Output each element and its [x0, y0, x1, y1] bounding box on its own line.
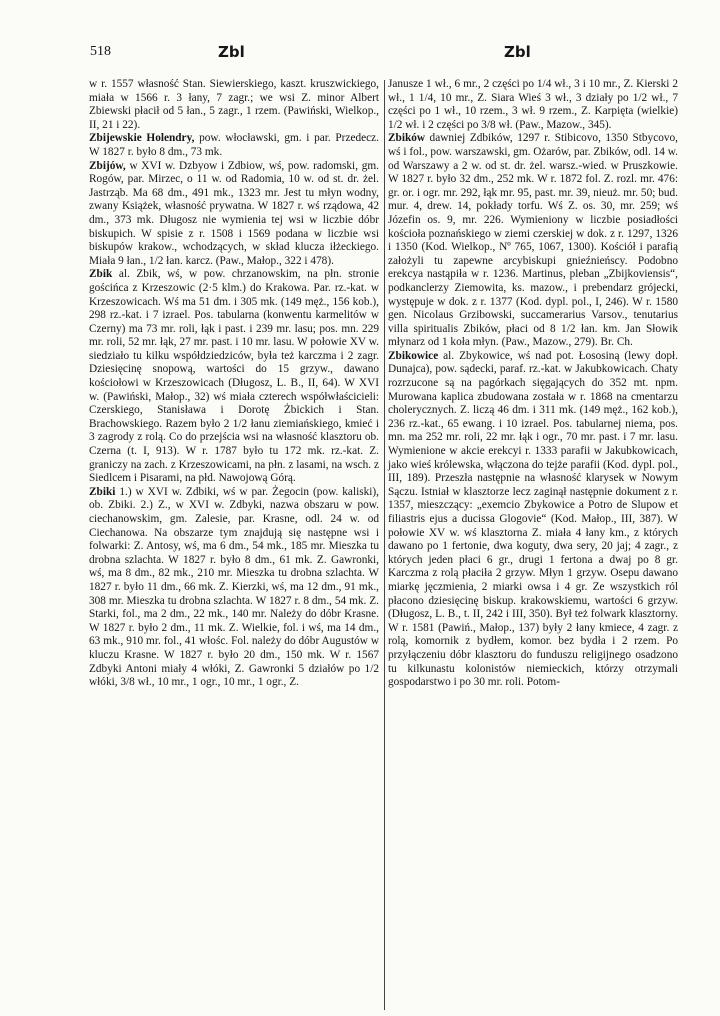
entry	[388, 132, 678, 350]
entry	[89, 132, 379, 159]
right-column	[388, 78, 678, 690]
entry	[89, 268, 379, 486]
entry	[388, 350, 678, 690]
entry-headword: Zbijewskie Holendry,	[89, 132, 195, 145]
entry	[89, 486, 379, 690]
entry-headword: Zbijów,	[89, 159, 126, 172]
entry	[388, 78, 678, 132]
page-number: 518	[90, 44, 111, 59]
left-column	[89, 78, 379, 690]
entry-text: dawniej Zdbików, 1297 r. Stibicovo, 1350 Stbycovo, wś i fol., pow. warszawski, gm. Ożarów, par. Zbików, odl. 14 w. od Warszawy a 2 w. od st. dr. żel. warsz.-wied. w Pruszkowie. W 1827 r. było 32 dm., 252 mk. W r. 1872 fol. Z. rozl. mr. 476: gr. or. i ogr. mr. 292, łąk mr. 95, past. mr. 39, nieuż. mr. 50; bud. mur. 4, drew. 14, pokłady torfu. Wś Z. os. 30, mr. 259; wś Józefin os. 9, mr. 226. Wymieniony w liczbie posiadłości kościoła poznańskiego w ziemi czerskiej w dok. z r. 1297, 1326 i 1350 (Kod. Wielkop., Nº 765, 1067, 1300). Kościół i parafią założyli tu zapewne arcybiskupi gnieźnieńscy. Podobno erekcya nastąpiła w r. 1236. Martinus, pleban „Zbijkoviensis“, podkanclerzy Ziemowita, ks. mazow., i prebendarz grójecki, występuje w dok. z r. 1377 (Kod. dypl. pol., I, 246). W r. 1580 gen. Nicolaus Grzibowski, succamerarius Varsov., tenutarius villa spiritualis Zbików, płaci od 8 1/2 łan. km. Jan Słowik młynarz od 1 koła młyn. (Paw., Mazow., 279). Br. Ch.	[388, 132, 678, 349]
entry-text: 1.) w XVI w. Zdbiki, wś w par. Żegocin (pow. kaliski), ob. Zbiki. 2.) Z., w XVI w. Zdbyki, nazwa obszaru w pow. ciechanowskim, gm. Zalesie, par. Krasne, odl. 24 w. od Ciechanowa. Na obszarze tym znajdują się następne wsi i folwarki: Z. Antosy, wś, ma 6 dm., 54 mk., 185 mr. Mieszka tu drobna szlachta. W 1827 r. było 8 dm., 61 mk. Z. Gawronki, wś, ma 8 dm., 82 mk., 210 mr. Mieszka tu drobna szlachta. W 1827 r. było 11 dm., 66 mk. Z. Kierzki, wś, ma 12 dm., 91 mk., 308 mr. Mieszka tu drobna szlachta. W 1827 r. 8 dm., 54 mk. Z. Starki, fol., ma 2 dm., 22 mk., 140 mr. Należy do dóbr Krasne. W 1827 r. było 2 dm., 11 mk. Z. Wielkie, fol. i wś, ma 14 dm., 63 mk., 910 mr. fol., 41 włośc. Fol. należy do dóbr Augustów w kluczu Krasne. W 1827 r. było 20 dm., 150 mk. W r. 1567 Zdbyki Antoni miały 4 włóki, Z. Gawronki 5 działów po 1/2 włóki, 3/8 wł., 10 mr., 1 ogr., 10 mr., 1 ogr., Z.	[89, 485, 379, 689]
entry-text: pow. włocławski, gm. i par. Przedecz. W 1827 r. było 8 dm., 73 mk.	[89, 132, 379, 158]
page-header	[0, 44, 720, 66]
running-head-right: Zbl	[504, 43, 531, 61]
running-head-left: Zbl	[218, 43, 245, 61]
entry-headword: Zbiki	[89, 485, 116, 498]
entry-text: al. Zbik, wś, w pow. chrzanowskim, na płn. stronie gościńca z Krzeszowic (2·5 klm.) do Krakowa. Par. rz.-kat. w Krzeszowicach. Wś ma 51 dm. i 305 mk. (149 męż., 156 kob.), 298 rz.-kat. i 7 izrael. Pos. tabularna (konwentu karmelitów w Czerny) ma 73 mr. roli, łąk i past. i 239 mr. lasu; pos. mn. 229 mr. roli, 52 mr. łąk, 27 mr. past. i 10 mr. lasu. W połowie XV w. siedziało tu kilku współdziedziców, była też karczma i 2 zagr. Dziesięcinę snopową, wartości do 15 grzyw., dawano kościołowi w Krzeszowicach (Długosz, L. B., II, 64). W XVI w. (Pawiński, Małop., 32) wś miała czterech współwłaścicieli: Czerskiego, Stanisława i Dorotę Żbickich i Stan. Brachowskiego. Razem było 2 1/2 łanu ziemiańskiego, kmieć i 3 zagrody z rolą. Co do przejścia wsi na własność klasztoru ob. Czerna (t. I, 913). W r. 1787 było tu 172 mk. rz.-kat. Z. graniczy na zach. z Krzeszowicami, na płn. z lasami, na wsch. z Siedlcem i Pisarami, na płd. Nawojową Górą.	[89, 268, 379, 485]
entry-text: w XVI w. Dzbyow i Zdbiow, wś, pow. radomski, gm. Rogów, par. Mirzec, o 11 w. od Radomia, 10 w. od st. dr. żel. Jastrząb. Ma 68 dm., 491 mk., 1323 mr. Jest tu młyn wodny, zwany Książek, własność prywatna. W 1827 r. wś rządowa, 42 dm., 373 mk. Długosz nie wymienia tej wsi w liczbie dóbr biskupich. W spisie z r. 1508 i 1569 podana w liczbie wsi biskupów krakow., wchodzących, w skład klucza iłżeckiego. Miała 9 łan., 1/2 łan. karcz. (Paw., Małop., 322 i 478).	[89, 159, 379, 267]
entry-text: w r. 1557 własność Stan. Siewierskiego, kaszt. kruszwickiego, miała w 1566 r. 3 łany, 7 zagr.; we wsi Z. minor Albert Zbiewski płacił od 5 łan., 5 zagr., 1 rzem. (Pawiński, Wielkop., II, 21 i 22).	[89, 78, 379, 131]
column-divider	[384, 80, 385, 1010]
entry-text: Janusze 1 wł., 6 mr., 2 części po 1/4 wł., 3 i 10 mr., Z. Kierski 2 wł., 1 1/4, 10 mr., Z. Siara Wieś 3 wł., 3 działy po 1/2 wł., 7 części po 1 wł., 10 rzem., 3 wł. 9 rzem., Z. Karpięta (wielkie) 1/2 wł. i 2 części po 3/8 wł. (Paw., Mazow., 345).	[388, 78, 678, 131]
entry-text: al. Zbykowice, wś nad pot. Łososiną (lewy dopł. Dunajca), pow. sądecki, paraf. rz.-kat. w Jakubkowicach. Chaty rozrzucone są na pagórkach sięgających do 352 mt. npm. Murowana kaplica zbudowana została w r. 1868 na cmentarzu cholerycznych. Z. liczą 46 dm. i 311 mk. (149 męż., 162 kob.), 236 rz.-kat., 65 ewang. i 10 izrael. Pos. tabularnej niema, pos. mn. ma 252 mr. roli, 22 mr. łąk i ogr., 70 mr. past. i 7 mr. lasu. Wymienione w akcie erekcyi r. 1333 parafii w Jakubkowicach, jako wieś królewska, włączona do tejże parafii (Kod. dypl. pol., III, 189). Przeszła następnie na własność klarysek w Nowym Sączu. Istniał w klasztorze lecz zaginął następnie dokument z r. 1357, mieszczący: „exemcio Zbykowice a Potro de Slupow et filiastris ejus a ducissa Glogovie“ (Kod. Małop., III, 387). W połowie XV w. wś klasztorna Z. miała 4 łany km., z których dawano po 1 fertonie, dwa koguty, dwa sery, 20 jaj; 4 zagr., z których jeden płaci 6 gr., drugi 1 fertona a dwaj po 8 gr. Karczma z rolą płaciła 2 grzyw. Młyn 1 grzyw. Osepu dawano miarkę jęczmienia, 2 miarki owsa i 4 gr. Ze wszystkich ról płacono dziesięcinę biskup. krakowskiemu, wartości 6 grzyw. (Długosz, L. B., t. II, 242 i III, 350). Był też folwark klasztorny. W r. 1581 (Pawiń., Małop., 137) były 2 łany kmiece, 4 zagr. z rolą, komornik z bydłem, komor. bez bydła i 2 rzem. Po przyłączeniu dóbr klasztoru do funduszu religijnego osadzono tu kilkunastu kolonistów niemieckich, którzy otrzymali gospodarstwo i po 30 mr. roli. Potom-	[388, 349, 678, 689]
entry	[89, 78, 379, 132]
entry-headword: Zbik	[89, 268, 113, 281]
entry-headword: Zbikowice	[388, 349, 439, 362]
entry	[89, 160, 379, 269]
entry-headword: Zbików	[388, 132, 426, 145]
